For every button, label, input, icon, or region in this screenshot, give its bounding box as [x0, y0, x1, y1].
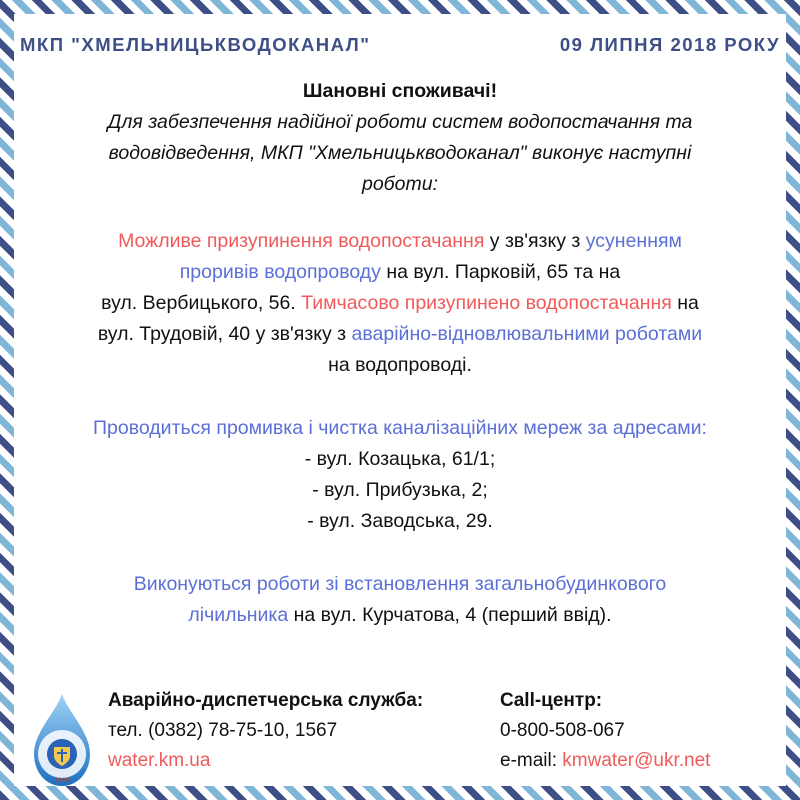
email-link[interactable]: kmwater@ukr.net: [562, 750, 711, 771]
water-suspension-possible: Можливе призупинення водопостачання: [118, 230, 485, 252]
water-drop-logo-icon: [26, 692, 98, 788]
sewer-cleaning-heading: Проводиться промивка і чистка каналізаційних мереж за адресами:: [93, 417, 707, 439]
website-link[interactable]: water.km.ua: [108, 750, 211, 771]
greeting: Шановні споживачі!: [302, 80, 498, 102]
intro-line-2: водовідведення, МКП "Хмельницькводоканал" виконує наступні: [108, 142, 692, 164]
address-item: - вул. Заводська, 29.: [307, 510, 493, 532]
section1-line-3: вул. Вербицького, 56. Тимчасово призупинено водопостачання на: [101, 292, 699, 314]
meter-install-line-1: Виконуються роботи зі встановлення загальнобудинкового: [133, 573, 667, 595]
email-line: e-mail: kmwater@ukr.net: [500, 750, 711, 771]
callcenter-block: [500, 686, 710, 776]
header: [14, 30, 786, 60]
address-item: - вул. Прибузька, 2;: [312, 479, 488, 501]
dispatch-phone: тел. (0382) 78-75-10, 1567: [108, 720, 338, 741]
notice-body: [14, 76, 786, 631]
section1-line-1: Можливе призупинення водопостачання у зв'язку з усуненням: [118, 230, 682, 252]
section1-line-2: проривів водопроводу на вул. Парковій, 65 та на: [179, 261, 621, 283]
org-name: МКП "ХМЕЛЬНИЦЬКВОДОКАНАЛ": [20, 34, 371, 55]
dispatch-block: [108, 686, 423, 776]
callcenter-title: Call-центр:: [500, 690, 603, 711]
intro-line-1: Для забезпечення надійної роботи систем водопостачання та: [107, 111, 693, 133]
section1-line-4: вул. Трудовій, 40 у зв'язку з аварійно-відновлювальними роботами: [97, 323, 703, 345]
notice-date: 09 ЛИПНЯ 2018 РОКУ: [559, 34, 780, 55]
water-suspended-temporarily: Тимчасово призупинено водопостачання: [301, 292, 672, 314]
callcenter-phone: 0-800-508-067: [500, 720, 625, 741]
dispatch-title: Аварійно-диспетчерська служба:: [108, 690, 424, 711]
logo-year: 1909: [54, 777, 70, 784]
section1-line-5: на водопроводі.: [328, 354, 472, 376]
intro-line-3: роботи:: [361, 173, 438, 195]
notice-card: [14, 14, 786, 786]
address-item: - вул. Козацька, 61/1;: [304, 448, 496, 470]
meter-install-line-2: лічильника на вул. Курчатова, 4 (перший ввід).: [188, 604, 612, 626]
footer: [26, 686, 786, 786]
